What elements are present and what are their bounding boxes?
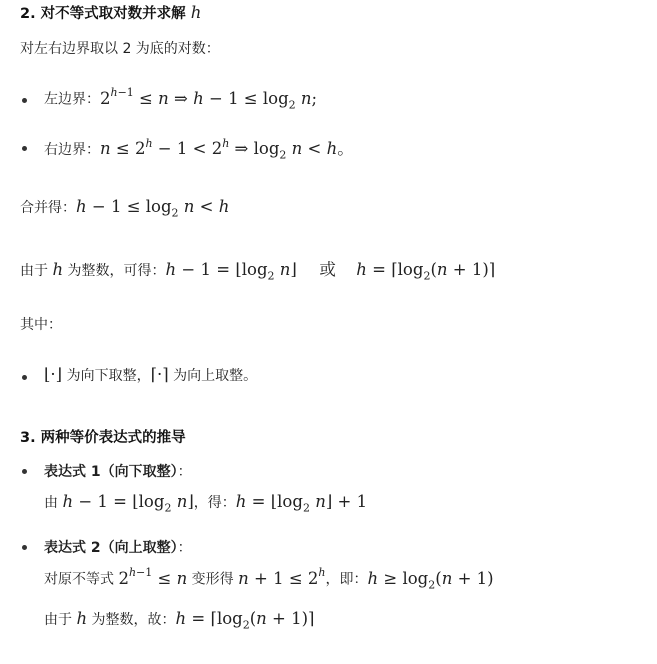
left-bound-label: 左边界： (44, 91, 100, 108)
bullet-dot (22, 146, 27, 151)
combine-line (20, 197, 229, 219)
expr1-prefix: 由 (44, 495, 63, 511)
left-bound-item (44, 87, 317, 111)
expr2-result: 由于 h 为整数，故：$h = ⌈\log_2(n$ + 1)⌉ (44, 609, 315, 632)
expr1-mid: ，得： (193, 495, 236, 511)
ceil-formula: $h = ⌈\log_2(n$ + 1)⌉ (356, 260, 496, 283)
section-2-title: 2. 对不等式取对数并求解 (20, 6, 191, 22)
combine-label: 合并得： (20, 200, 76, 216)
expr1-colon: ： (177, 464, 192, 480)
expr2-text-c: ，即： (325, 571, 368, 588)
expr1-title: 表达式 1（向下取整） (44, 464, 178, 480)
expr2-heading (44, 537, 192, 557)
expr2-colon: ： (177, 540, 192, 556)
section-3-heading: 3. 两种等价表达式的推导 (20, 430, 186, 446)
integer-result-line: 由于 h 为整数，可得：$h - 1 = ⌊\log_2$ n⌋ 或 $h = ⌈\log_2(n$ + 1)⌉ (20, 260, 496, 283)
ceil-desc: 为向上取整。 (168, 368, 258, 384)
floor-ceil-note: ⌊·⌋ 为向下取整，⌈·⌉ 为向上取整。 (44, 365, 258, 384)
floor-formula: $h - 1 = ⌊\log_2$ n⌋ (165, 260, 297, 283)
expr2-title: 表达式 2（向上取整） (44, 540, 178, 556)
floor-desc: 为向下取整， (62, 368, 151, 384)
or-word: 或 (319, 260, 336, 279)
expr2-text-b: 变形得 (187, 571, 239, 588)
bullet-dot (22, 98, 27, 103)
where-label: 其中： (20, 317, 62, 333)
bullet-dot (22, 545, 27, 550)
expr1-heading (44, 461, 192, 481)
expr1-derivation: 由 $h - 1 = ⌊\log_2$ n⌋，得：$h = ⌊\log_2$ n⌋ + 1 (44, 492, 368, 515)
since-suffix: 为整数，可得： (63, 263, 166, 279)
since-prefix: 由于 (20, 263, 53, 279)
right-bound-item (44, 135, 354, 161)
expr2-since-suffix: 为整数，故： (87, 612, 176, 628)
section-2-heading (20, 2, 201, 23)
bullet-dot (22, 375, 27, 380)
combine-formula: $h - 1 \le \log_2 n < h$ (76, 197, 230, 220)
intro-text: 对左右边界取以 2 为底的对数： (20, 41, 220, 57)
expr2-text-a: 对原不等式 (44, 571, 119, 588)
bullet-dot (22, 469, 27, 474)
expr2-since-prefix: 由于 (44, 612, 77, 628)
section-2-title-var: h (190, 3, 202, 22)
expr2-derivation: 对原不等式 $2^{h-1} \le n$ 变形得 $n + 1 \le 2^h$，即：$h \ge \log_2(n + 1)$ (44, 566, 494, 591)
right-bound-formula: $n \le 2^h - 1 < 2^h$ ⇒ $\log_2 n < h$。 (100, 136, 354, 162)
right-bound-label: 右边界： (44, 142, 100, 158)
left-bound-formula: $2^{h-1} \le n$ ⇒ $h - 1 \le \log_2 n$; (100, 86, 318, 111)
